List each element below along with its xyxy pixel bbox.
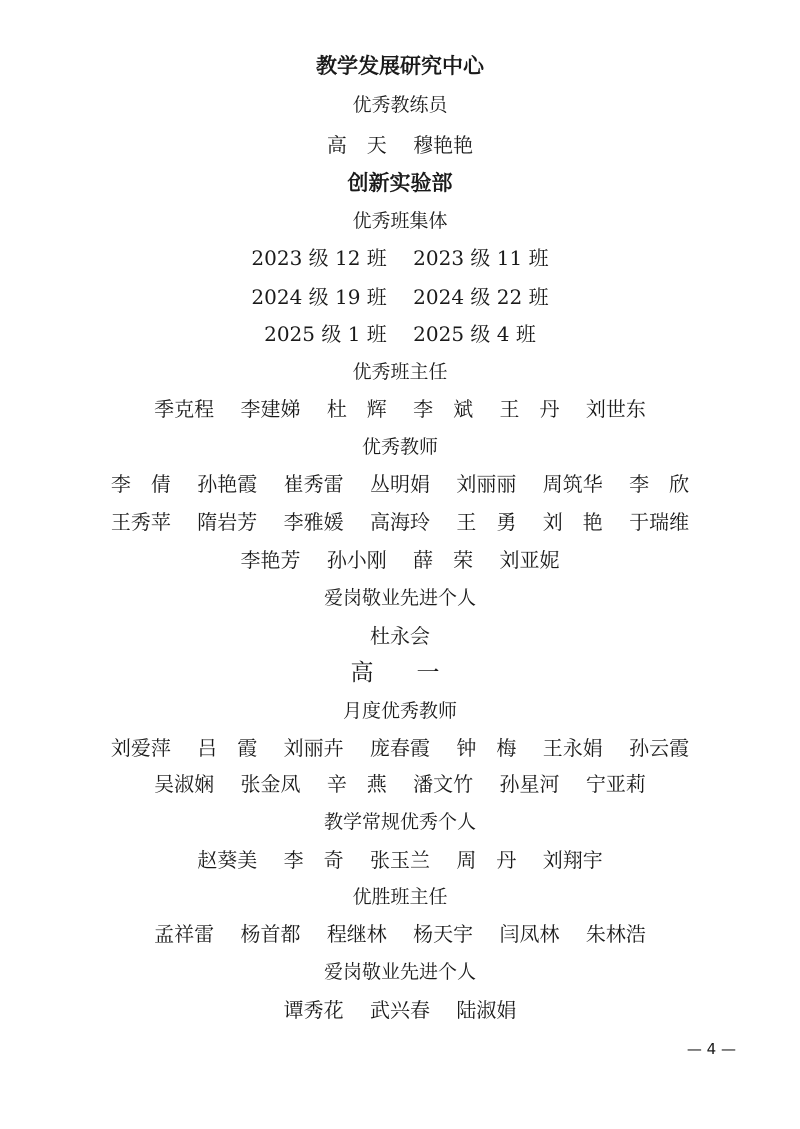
person-name: 周筑华 (542, 472, 603, 496)
person-name: 武兴春 (370, 998, 430, 1022)
category-title: 优秀班主任 (352, 361, 448, 383)
person-name: 钟 梅 (456, 736, 517, 760)
person-name: 李建娣 (240, 397, 301, 421)
person-name: 杜永会 (370, 624, 430, 648)
name-row (0, 622, 800, 650)
name-row (0, 546, 800, 574)
category-title: 爱岗敬业先进个人 (323, 587, 476, 609)
person-name: 张玉兰 (370, 848, 430, 872)
person-name: 谭秀花 (283, 998, 344, 1022)
page-number: — 4 — (686, 1040, 736, 1058)
class-name: 2025 级 4 班 (413, 322, 536, 346)
name-row (0, 395, 800, 423)
person-name: 于瑞维 (629, 510, 690, 534)
person-name: 刘爱萍 (110, 736, 171, 760)
person-name: 吴淑娴 (154, 772, 215, 796)
category-title: 优秀教师 (361, 436, 438, 458)
person-name: 王永娟 (542, 736, 603, 760)
name-row (0, 920, 800, 948)
person-name: 丛明娟 (370, 472, 430, 496)
section-heading: 创新实验部 (347, 171, 453, 195)
person-name: 孙艳霞 (197, 472, 258, 496)
name-row (0, 508, 800, 536)
person-name: 王 丹 (499, 397, 560, 421)
person-name: 李 斌 (413, 397, 474, 421)
person-name: 高海玲 (370, 510, 430, 534)
class-name: 2025 级 1 班 (264, 322, 387, 346)
person-name: 杨天宇 (413, 922, 474, 946)
person-name: 孟祥雷 (154, 922, 215, 946)
category-title: 月度优秀教师 (342, 700, 457, 722)
person-name: 刘亚妮 (499, 548, 560, 572)
person-name: 周 丹 (456, 848, 517, 872)
name-row (0, 131, 800, 159)
name-row (0, 470, 800, 498)
name-row (0, 846, 800, 874)
person-name: 隋岩芳 (197, 510, 258, 534)
class-row (0, 283, 800, 311)
person-name: 刘丽卉 (283, 736, 344, 760)
person-name: 高 天 (326, 133, 387, 157)
class-name: 2023 级 12 班 (251, 246, 387, 270)
person-name: 刘丽丽 (456, 472, 517, 496)
person-name: 程继林 (326, 922, 387, 946)
person-name: 陆淑娟 (456, 998, 517, 1022)
person-name: 闫凤林 (499, 922, 560, 946)
person-name: 杜 辉 (326, 397, 387, 421)
person-name: 潘文竹 (413, 772, 474, 796)
person-name: 宁亚莉 (585, 772, 646, 796)
person-name: 李 倩 (110, 472, 171, 496)
class-row (0, 320, 800, 348)
person-name: 季克程 (154, 397, 215, 421)
person-name: 刘 艳 (542, 510, 603, 534)
person-name: 崔秀雷 (283, 472, 344, 496)
person-name: 王 勇 (456, 510, 517, 534)
person-name: 朱林浩 (585, 922, 646, 946)
person-name: 孙小刚 (326, 548, 387, 572)
person-name: 赵葵美 (197, 848, 258, 872)
category-title: 优胜班主任 (352, 886, 448, 908)
category-title: 教学常规优秀个人 (323, 811, 476, 833)
person-name: 辛 燕 (326, 772, 387, 796)
person-name: 孙云霞 (629, 736, 690, 760)
person-name: 王秀苹 (110, 510, 171, 534)
person-name: 吕 霞 (197, 736, 258, 760)
category-title: 优秀班集体 (352, 210, 448, 232)
person-name: 李 欣 (629, 472, 690, 496)
name-row (0, 996, 800, 1024)
section-heading: 教学发展研究中心 (316, 54, 484, 78)
class-name: 2023 级 11 班 (413, 246, 549, 270)
section-heading: 高 一 (350, 660, 450, 686)
person-name: 李 奇 (283, 848, 344, 872)
class-name: 2024 级 22 班 (413, 285, 549, 309)
name-row (0, 734, 800, 762)
person-name: 穆艳艳 (413, 133, 474, 157)
name-row (0, 770, 800, 798)
person-name: 刘世东 (585, 397, 646, 421)
class-row (0, 244, 800, 272)
person-name: 庞春霞 (370, 736, 430, 760)
class-name: 2024 级 19 班 (251, 285, 387, 309)
person-name: 杨首都 (240, 922, 301, 946)
person-name: 李雅媛 (283, 510, 344, 534)
category-title: 优秀教练员 (352, 94, 448, 116)
person-name: 张金凤 (240, 772, 301, 796)
person-name: 孙星河 (499, 772, 560, 796)
person-name: 李艳芳 (240, 548, 301, 572)
category-title: 爱岗敬业先进个人 (323, 961, 476, 983)
person-name: 刘翔宇 (542, 848, 603, 872)
person-name: 薛 荣 (413, 548, 474, 572)
